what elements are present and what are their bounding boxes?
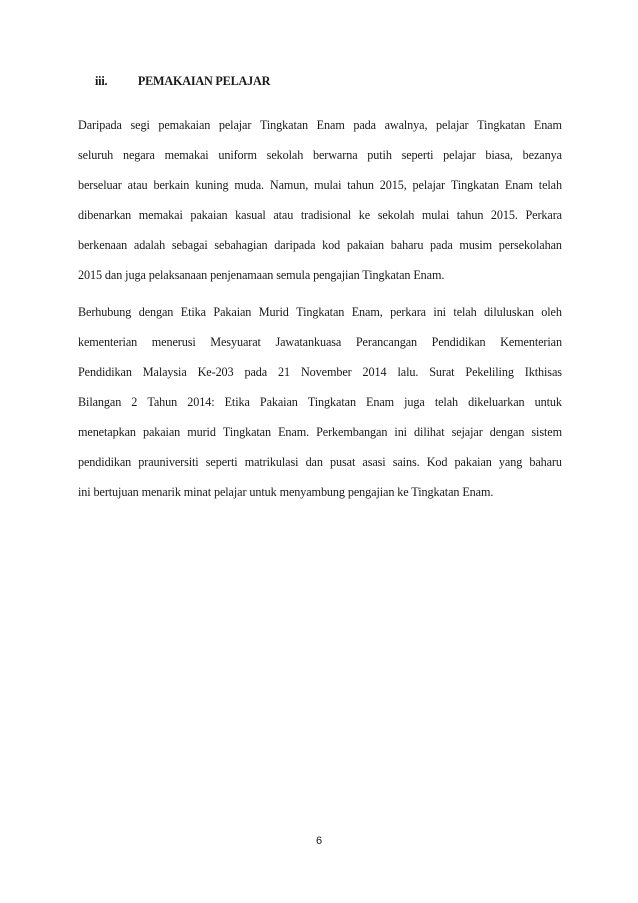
section-number: iii. — [95, 74, 108, 88]
section-title: PEMAKAIAN PELAJAR — [137, 74, 271, 88]
paragraph-line: berseluar atau berkain kuning muda. Namun, mulai tahun 2015, pelajar Tingkatan Enam telah — [78, 178, 562, 192]
paragraph-2 — [78, 297, 562, 507]
paragraph-line: ini bertujuan menarik minat pelajar untuk menyambung pengajian ke Tingkatan Enam. — [78, 485, 494, 499]
paragraph-line: dibenarkan memakai pakaian kasual atau tradisional ke sekolah mulai tahun 2015. Perkara — [78, 208, 562, 222]
section-heading — [95, 74, 270, 89]
paragraph-line: berkenaan adalah sebagai sebahagian daripada kod pakaian baharu pada musim persekolahan — [78, 238, 562, 252]
paragraph-line: 2015 dan juga pelaksanaan penjenamaan semula pengajian Tingkatan Enam. — [78, 268, 445, 282]
paragraph-line: Bilangan 2 Tahun 2014: Etika Pakaian Tingkatan Enam juga telah dikeluarkan untuk — [78, 395, 562, 409]
paragraph-line: Berhubung dengan Etika Pakaian Murid Tingkatan Enam, perkara ini telah diluluskan oleh — [78, 305, 562, 319]
paragraph-line: seluruh negara memakai uniform sekolah berwarna putih seperti pelajar biasa, bezanya — [78, 148, 562, 162]
page-number: 6 — [315, 835, 323, 847]
paragraph-line: Daripada segi pemakaian pelajar Tingkatan Enam pada awalnya, pelajar Tingkatan Enam — [78, 118, 562, 132]
paragraph-1 — [78, 110, 562, 290]
paragraph-line: pendidikan prauniversiti seperti matrikulasi dan pusat asasi sains. Kod pakaian yang baharu — [78, 455, 562, 469]
paragraph-line: kementerian menerusi Mesyuarat Jawatankuasa Perancangan Pendidikan Kementerian — [78, 335, 562, 349]
paragraph-line: menetapkan pakaian murid Tingkatan Enam. Perkembangan ini dilihat sejajar dengan sistem — [78, 425, 562, 439]
paragraph-line: Pendidikan Malaysia Ke-203 pada 21 November 2014 lalu. Surat Pekeliling Ikthisas — [78, 365, 562, 379]
